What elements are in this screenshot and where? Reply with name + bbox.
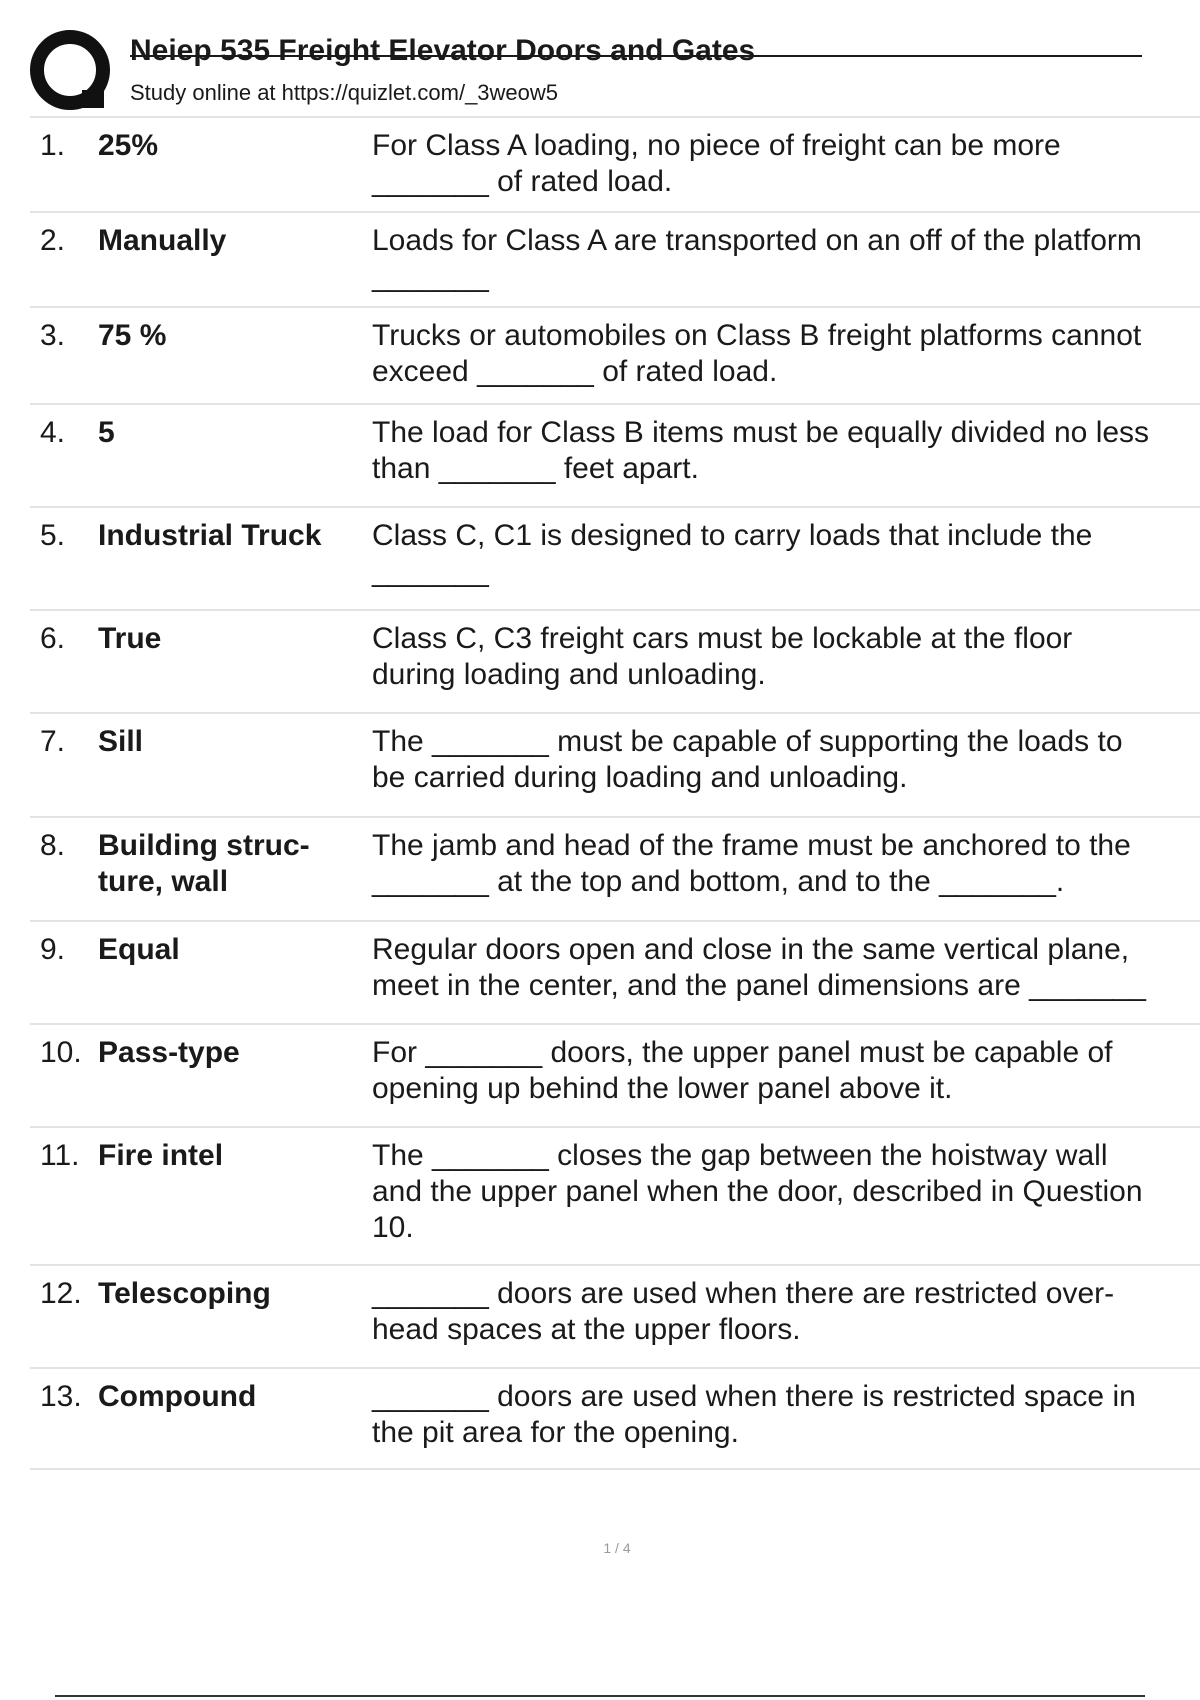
row-number: 6. (40, 622, 66, 655)
flashcard-row (30, 1126, 1200, 1264)
row-number: 1. (40, 129, 66, 162)
row-definition: Loads for Class A are transported on an off of the platform _______ (372, 224, 1142, 293)
row-number: 3. (40, 319, 66, 352)
flashcard-row (30, 712, 1200, 816)
row-number: 11. (40, 1139, 80, 1172)
row-number: 8. (40, 829, 66, 862)
flashcard-row (30, 1367, 1200, 1470)
row-term: Building struc- ture, wall (98, 829, 310, 898)
flashcard-row (30, 306, 1200, 403)
flashcard-list (30, 116, 1200, 1470)
row-definition: The load for Class B items must be equally divided no less than _______ feet apart. (372, 416, 1150, 485)
row-definition: Regular doors open and close in the same vertical plane, meet in the center, and the panel dimensions are _______ (372, 933, 1146, 1002)
row-term: Industrial Truck (98, 519, 322, 552)
row-definition: Class C, C3 freight cars must be lockable at the floor during loading and unloading. (372, 622, 1073, 691)
row-term: Sill (98, 725, 144, 758)
flashcard-row (30, 920, 1200, 1023)
flashcard-row (30, 116, 1200, 211)
row-number: 5. (40, 519, 66, 552)
row-definition: The jamb and head of the frame must be anchored to the _______ at the top and bottom, and to the _______. (372, 829, 1131, 898)
row-term: 75 % (98, 319, 167, 352)
row-term: Equal (98, 933, 180, 966)
row-definition: _______ doors are used when there are restricted over- head spaces at the upper floors. (372, 1277, 1115, 1346)
row-term: Fire intel (98, 1139, 224, 1172)
row-term: Telescoping (98, 1277, 271, 1310)
row-term: Pass-type (98, 1036, 240, 1069)
row-term: Compound (98, 1380, 257, 1413)
row-term: 5 (98, 416, 115, 449)
row-number: 7. (40, 725, 66, 758)
row-number: 4. (40, 416, 66, 449)
document-header (30, 30, 1142, 116)
row-definition: Trucks or automobiles on Class B freight platforms cannot exceed _______ of rated load. (372, 319, 1142, 388)
row-number: 2. (40, 224, 66, 257)
row-number: 13. (40, 1380, 82, 1413)
flashcard-row (30, 816, 1200, 920)
flashcard-row (30, 506, 1200, 609)
quizlet-q-logo-icon (30, 30, 114, 114)
row-number: 12. (40, 1277, 82, 1310)
flashcard-row (30, 1023, 1200, 1126)
flashcard-row (30, 609, 1200, 712)
study-online-link[interactable]: Study online at https://quizlet.com/_3weow5 (130, 80, 559, 105)
row-definition: For _______ doors, the upper panel must be capable of opening up behind the lower panel above it. (372, 1036, 1113, 1105)
flashcard-row (30, 403, 1200, 506)
row-term: Manually (98, 224, 227, 257)
page-divider (55, 1695, 1145, 1697)
page-number: 1 / 4 (603, 1540, 631, 1556)
row-definition: The _______ must be capable of supporting the loads to be carried during loading and unloading. (372, 725, 1123, 794)
page-title: Neiep 535 Freight Elevator Doors and Gates (130, 34, 756, 67)
row-number: 10. (40, 1036, 82, 1069)
row-definition: The _______ closes the gap between the hoistway wall and the upper panel when the door, described in Question 10. (372, 1139, 1143, 1244)
row-number: 9. (40, 933, 66, 966)
flashcard-row (30, 211, 1200, 306)
flashcard-row (30, 1264, 1200, 1367)
row-term: True (98, 622, 162, 655)
row-definition: _______ doors are used when there is restricted space in the pit area for the opening. (372, 1380, 1136, 1449)
row-definition: Class C, C1 is designed to carry loads that include the _______ (372, 519, 1093, 588)
row-definition: For Class A loading, no piece of freight can be more _______ of rated load. (372, 129, 1061, 198)
row-term: 25% (98, 129, 159, 162)
